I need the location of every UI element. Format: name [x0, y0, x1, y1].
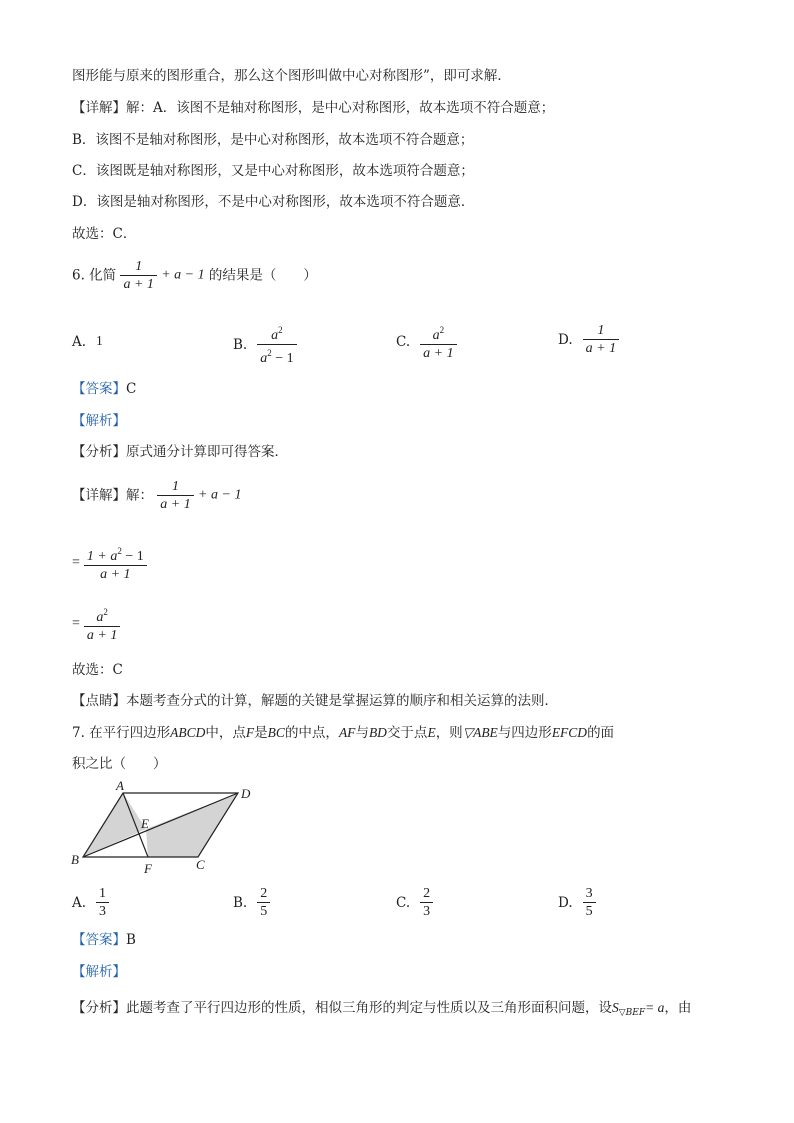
- q7-option-a: [72, 885, 109, 920]
- q7-option-label: C.: [396, 894, 411, 911]
- q7-text: 的中点，: [284, 725, 339, 741]
- q7-stem-line1: [72, 724, 614, 742]
- label-d: D: [241, 786, 251, 801]
- answer-tag: 【答案】: [72, 932, 126, 948]
- answer-tag: 【答案】: [72, 381, 126, 397]
- shaded-triangle-abe: [83, 793, 146, 857]
- frac-num: 2: [260, 886, 268, 901]
- q7-option-a-frac: [96, 885, 109, 920]
- label-c: C: [196, 857, 205, 872]
- q7-text: ，则: [435, 725, 463, 741]
- q7-bd: BD: [368, 725, 387, 740]
- frac-den: a + 1: [583, 339, 619, 357]
- detail-after: + a − 1: [198, 487, 242, 503]
- q7-triangle-abe: ▽ABE: [462, 725, 498, 740]
- frac-den: a + 1: [420, 344, 456, 362]
- q6-frac-num: 1: [135, 259, 143, 274]
- frac-den: 3: [420, 902, 433, 920]
- detail-tag: 【详解】: [72, 100, 126, 116]
- frac-den: 5: [583, 902, 596, 920]
- frac-num-sup: 2: [117, 546, 122, 556]
- q7-answer: [72, 931, 136, 949]
- q7-abcd: ABCD: [170, 725, 206, 740]
- frac-den: 3: [96, 902, 109, 920]
- q6-fraction: [120, 258, 156, 293]
- q6-step2: [72, 604, 120, 644]
- text-line-4: C．该图既是轴对称图形，又是中心对称图形，故本选项符合题意；: [72, 163, 474, 179]
- frac-den-rest: − 1: [271, 351, 294, 366]
- q7-e: E: [427, 725, 436, 740]
- frac-num-sup: 2: [439, 325, 445, 335]
- q7-option-c: [396, 885, 433, 920]
- q6-prefix: 6. 化简: [72, 267, 117, 284]
- q6-option-label: D.: [558, 331, 573, 348]
- q6-option-d-frac: [583, 322, 619, 357]
- q6-option-a: [72, 333, 103, 350]
- q6-option-label: A.: [72, 333, 87, 350]
- frac-num: 2: [423, 886, 431, 901]
- step2-fraction: [84, 604, 120, 644]
- q7-text: 交于点: [386, 725, 428, 741]
- q7-option-d-frac: [583, 885, 596, 920]
- analysis-tag: 【分析】: [72, 1000, 126, 1016]
- q7-option-b: [233, 885, 270, 920]
- answer-value: C: [126, 381, 137, 397]
- q6-stem: [72, 258, 317, 293]
- frac-num: 3: [585, 886, 593, 901]
- frac-num-sup: 2: [103, 607, 108, 617]
- frac-num: 1: [99, 886, 107, 901]
- q6-option-b: [233, 322, 297, 367]
- q6-option-b-frac: [257, 322, 296, 367]
- q6-jiexi-tag: 【解析】: [72, 413, 126, 429]
- q7-jiexi-tag: 【解析】: [72, 964, 126, 980]
- comment-text: 本题考查分式的计算，解题的关键是掌握运算的顺序和相关运算的法则．: [126, 693, 558, 709]
- text-line-3: B．该图不是轴对称图形，是中心对称图形，故本选项不符合题意；: [72, 132, 474, 148]
- frac-den: a: [260, 351, 268, 366]
- q6-choose: 故选：C: [72, 662, 123, 678]
- label-f: F: [144, 861, 152, 876]
- frac-den-sup: 2: [267, 348, 272, 358]
- q7-stem-line2: 积之比（ ）: [72, 756, 167, 772]
- parallelogram-figure: [66, 778, 266, 878]
- q6-analysis: [72, 443, 288, 461]
- text-line-6: 故选：C．: [72, 226, 137, 242]
- q7-analysis: [72, 999, 691, 1022]
- q6-option-d: [558, 322, 619, 357]
- q7-text: 与四边形: [497, 725, 552, 741]
- q7-option-label: A.: [72, 894, 87, 911]
- answer-value: B: [126, 932, 136, 948]
- label-e: E: [141, 816, 149, 831]
- equals-sign: =: [72, 555, 80, 570]
- detail-prefix: 解：: [126, 487, 153, 504]
- q7-af: AF: [338, 725, 356, 740]
- frac-num-a: 1 + a: [86, 549, 118, 564]
- q6-answer: [72, 380, 136, 398]
- label-b: B: [71, 852, 79, 867]
- area-equals-a: = a: [645, 1000, 665, 1015]
- q7-text: 的面: [587, 725, 615, 741]
- text-line-5: D．该图是轴对称图形，不是中心对称图形，故本选项不符合题意．: [72, 194, 475, 210]
- analysis-text: 原式通分计算即可得答案．: [126, 444, 288, 460]
- q7-efcd: EFCD: [551, 725, 588, 740]
- comment-tag: 【点睛】: [72, 693, 126, 709]
- frac-num: a: [96, 610, 104, 625]
- q6-option-label: C.: [396, 334, 411, 350]
- analysis-tag: 【分析】: [72, 444, 126, 460]
- frac-den: a + 1: [84, 565, 147, 583]
- q6-detail: [72, 478, 241, 513]
- area-subscript: ▽BEF: [618, 1008, 646, 1018]
- q7-f: F: [245, 725, 255, 740]
- frac-num: a: [432, 328, 440, 343]
- q7-bc: BC: [267, 725, 285, 740]
- step1-fraction: [84, 543, 147, 583]
- q7-text: 是: [254, 725, 268, 741]
- q7-prefix: 7. 在平行四边形: [72, 725, 171, 741]
- q7-text: 中，点: [205, 725, 246, 741]
- frac-num: a: [271, 328, 279, 343]
- q6-frac-den: a + 1: [120, 275, 156, 293]
- q7-text: 与: [355, 725, 369, 741]
- frac-num: 1: [597, 323, 605, 338]
- frac-num: 1: [172, 479, 180, 494]
- q6-option-c: [396, 322, 457, 362]
- frac-num-b: − 1: [121, 549, 144, 564]
- analysis-tail: ，由: [664, 1000, 692, 1016]
- frac-num-sup: 2: [278, 325, 283, 335]
- detail-tag: 【详解】: [72, 487, 126, 504]
- equals-sign: =: [72, 616, 80, 631]
- text-line-1: 图形能与原来的图形重合，那么这个图形叫做中心对称图形”，即可求解．: [72, 68, 511, 84]
- analysis-text: 此题考查了平行四边形的性质，相似三角形的判定与性质以及三角形面积问题，设: [126, 1000, 612, 1016]
- label-a: A: [116, 778, 124, 793]
- q6-option-value: 1: [96, 333, 103, 348]
- frac-den: 5: [257, 902, 270, 920]
- q6-option-c-frac: [420, 322, 456, 362]
- q7-option-c-frac: [420, 885, 433, 920]
- detail-text: 解：A．该图不是轴对称图形，是中心对称图形，故本选项不符合题意；: [126, 100, 555, 116]
- q7-option-label: D.: [558, 894, 573, 911]
- frac-den: a + 1: [157, 495, 193, 513]
- q7-option-b-frac: [257, 885, 270, 920]
- detail-fraction: [157, 478, 193, 513]
- q7-option-d: [558, 885, 596, 920]
- q6-step1: [72, 543, 147, 583]
- q7-option-label: B.: [233, 894, 248, 911]
- text-line-2: [72, 99, 554, 117]
- q6-comment: [72, 692, 558, 710]
- q6-option-label: B.: [233, 336, 248, 353]
- q6-after: + a − 1: [161, 267, 205, 283]
- frac-den: a + 1: [84, 626, 120, 644]
- q6-suffix: 的结果是（ ）: [208, 267, 317, 284]
- area-symbol: S: [612, 1000, 619, 1015]
